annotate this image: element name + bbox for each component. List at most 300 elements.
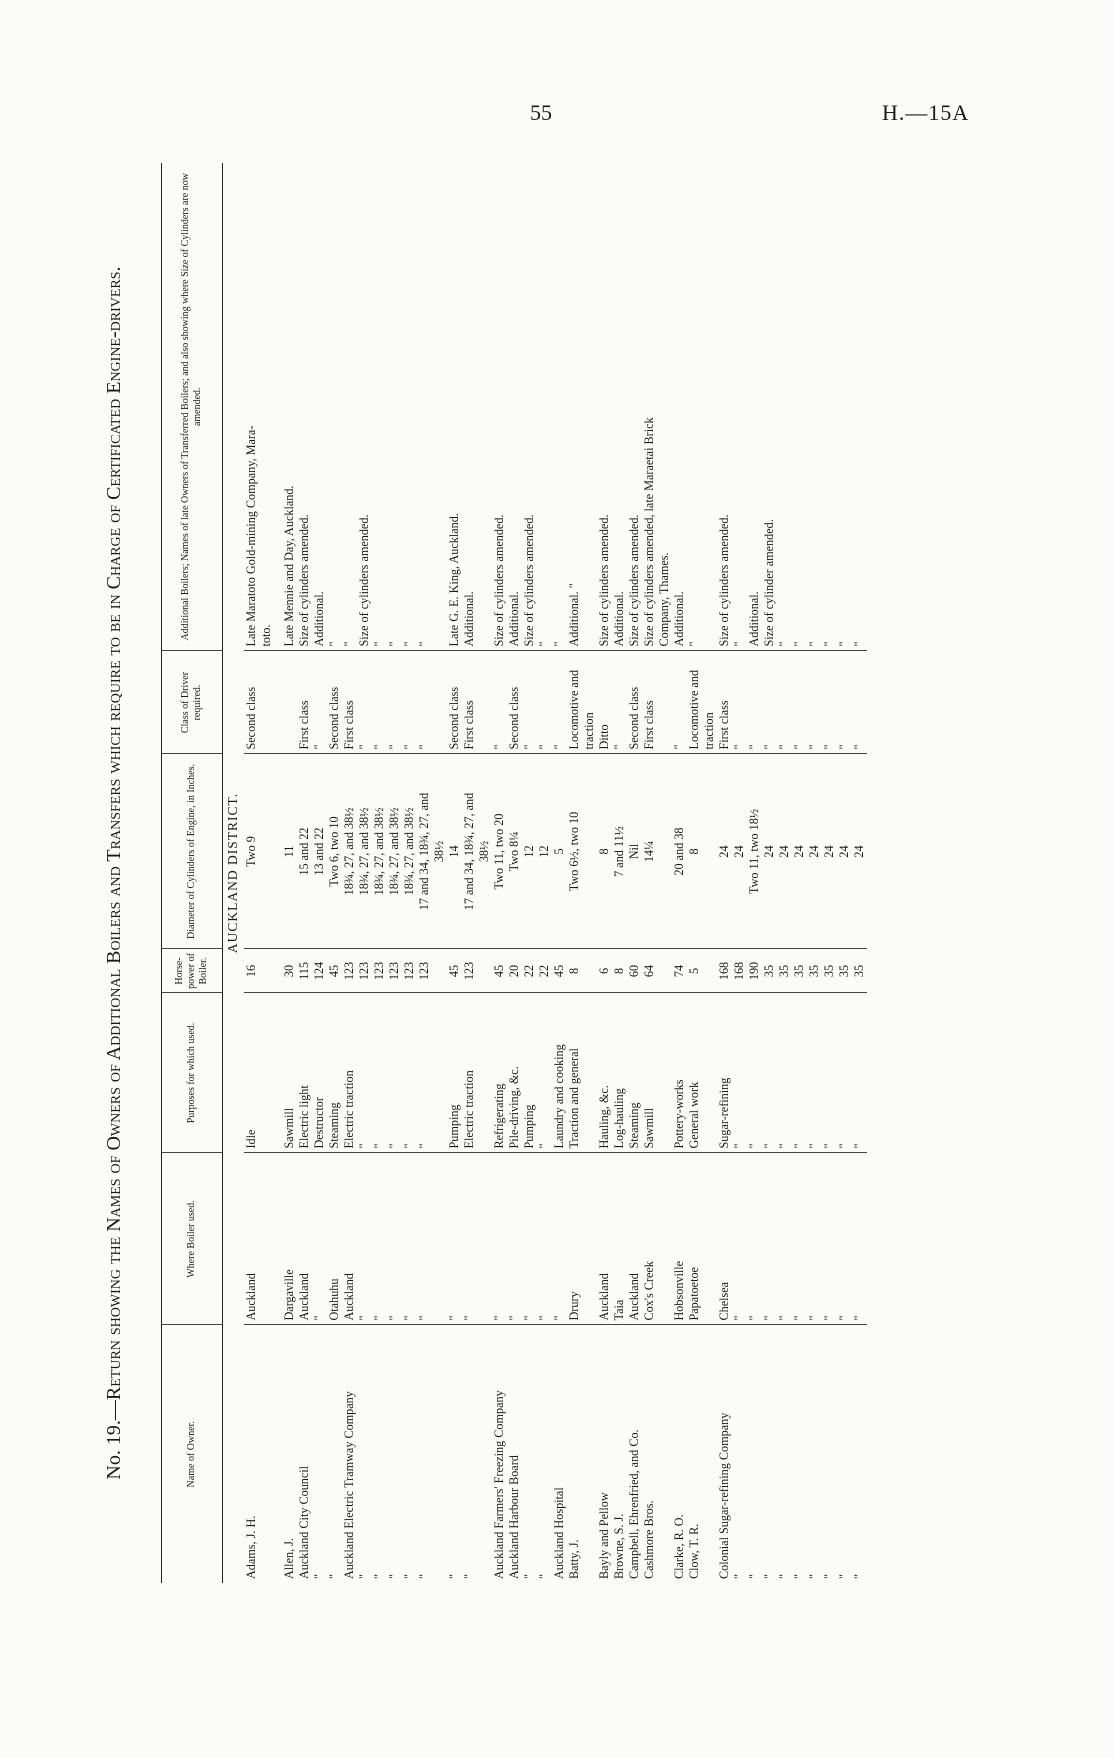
- owner-cell: ": [447, 1574, 461, 1579]
- table-row: [402, 163, 417, 1583]
- owner-cell: Auckland Farmers' Freezing Company: [492, 1390, 506, 1579]
- horse-power-cell: 123: [462, 949, 477, 993]
- where-cell: ": [747, 1153, 762, 1325]
- purpose-cell: Electric light: [297, 993, 312, 1153]
- cylinders-cell: 24: [792, 754, 807, 949]
- header-where: Where Boiler used.: [162, 1153, 223, 1325]
- purpose-cell: ": [777, 993, 792, 1153]
- spacer-cell: [274, 163, 282, 651]
- purpose-cell: ": [372, 993, 387, 1153]
- purpose-cell: ": [732, 993, 747, 1153]
- where-cell: [432, 1153, 447, 1325]
- cylinders-cell: 38½: [432, 754, 447, 949]
- horse-power-cell: 35: [852, 949, 867, 993]
- where-cell: [582, 1153, 597, 1325]
- horse-power-cell: 124: [312, 949, 327, 993]
- spacer-cell: [274, 1153, 282, 1325]
- horse-power-cell: 22: [522, 949, 537, 993]
- horse-power-cell: 16: [244, 949, 259, 993]
- cylinders-cell: 18¾, 27, and 38½: [372, 754, 387, 949]
- purpose-cell: ": [852, 993, 867, 1153]
- purpose-cell: [259, 993, 274, 1153]
- driver-class-cell: ": [537, 651, 552, 754]
- driver-class-cell: [657, 651, 672, 754]
- remarks-cell: [582, 163, 597, 651]
- table-row: [657, 163, 672, 1583]
- driver-class-cell: Second class: [447, 651, 462, 754]
- owner-cell: [477, 1325, 492, 1583]
- purpose-cell: [582, 993, 597, 1153]
- owner-cell: Colonial Sugar-refining Company: [717, 1412, 731, 1579]
- remarks-cell: Additional.: [462, 163, 477, 651]
- owner-cell: [259, 1325, 274, 1583]
- table-body: [223, 163, 868, 1583]
- owner-cell: ": [822, 1574, 836, 1579]
- table-row: [462, 163, 477, 1583]
- where-cell: ": [507, 1153, 522, 1325]
- purpose-cell: [657, 993, 672, 1153]
- cylinders-cell: [702, 754, 717, 949]
- cylinders-cell: 24: [762, 754, 777, 949]
- purpose-cell: ": [762, 993, 777, 1153]
- where-cell: ": [792, 1153, 807, 1325]
- driver-class-cell: ": [402, 651, 417, 754]
- purpose-cell: [432, 993, 447, 1153]
- driver-class-cell: ": [552, 651, 567, 754]
- where-cell: [702, 1153, 717, 1325]
- purpose-cell: Pottery-works: [672, 993, 687, 1153]
- cylinders-cell: 24: [837, 754, 852, 949]
- purpose-cell: Steaming: [327, 993, 342, 1153]
- horse-power-cell: 64: [642, 949, 657, 993]
- cylinders-cell: 7 and 11½: [612, 754, 627, 949]
- owner-cell: ": [417, 1574, 431, 1579]
- cylinders-cell: Two 6, two 10: [327, 754, 342, 949]
- table-row: [312, 163, 327, 1583]
- table-row: [762, 163, 777, 1583]
- cylinders-cell: Nil: [627, 754, 642, 949]
- horse-power-cell: 123: [402, 949, 417, 993]
- remarks-cell: ": [552, 163, 567, 651]
- purpose-cell: Sugar-refining: [717, 993, 732, 1153]
- cylinders-cell: 8: [687, 754, 702, 949]
- purpose-cell: Refrigerating: [492, 993, 507, 1153]
- horse-power-cell: 5: [687, 949, 702, 993]
- cylinders-cell: 24: [852, 754, 867, 949]
- where-cell: Auckland: [342, 1153, 357, 1325]
- purpose-cell: Sawmill: [282, 993, 297, 1153]
- driver-class-cell: traction: [582, 651, 597, 754]
- table-row: [837, 163, 852, 1583]
- horse-power-cell: 8: [612, 949, 627, 993]
- owner-cell: [657, 1325, 672, 1583]
- horse-power-cell: 123: [357, 949, 372, 993]
- owner-cell: ": [327, 1574, 341, 1579]
- purpose-cell: Pumping: [447, 993, 462, 1153]
- cylinders-cell: 18¾, 27, and 38½: [357, 754, 372, 949]
- title-text: Return showing the Names of Owners of Additional Boilers and Transfers which require to be in Charge of Certificated Engine-drivers.: [103, 266, 125, 1401]
- remarks-cell: Size of cylinders amended.: [627, 163, 642, 651]
- purpose-cell: ": [807, 993, 822, 1153]
- table-row: [702, 163, 717, 1583]
- table-row: [507, 163, 522, 1583]
- remarks-cell: [477, 163, 492, 651]
- cylinders-cell: Two 11, two 18½: [747, 754, 762, 949]
- cylinders-cell: 12: [537, 754, 552, 949]
- horse-power-cell: 168: [717, 949, 732, 993]
- cylinders-cell: Two 9: [244, 754, 259, 949]
- horse-power-cell: 115: [297, 949, 312, 993]
- document-code: H.—15A: [882, 100, 970, 125]
- purpose-cell: ": [537, 993, 552, 1153]
- cylinders-cell: 24: [717, 754, 732, 949]
- driver-class-cell: ": [387, 651, 402, 754]
- purpose-cell: Log-hauling: [612, 993, 627, 1153]
- table-row: [582, 163, 597, 1583]
- where-cell: ": [732, 1153, 747, 1325]
- where-cell: Auckland: [597, 1153, 612, 1325]
- header-purpose: Purposes for which used.: [162, 993, 223, 1153]
- table-row: [259, 163, 274, 1583]
- remarks-cell: toto.: [259, 163, 274, 651]
- where-cell: ": [522, 1153, 537, 1325]
- horse-power-cell: 123: [387, 949, 402, 993]
- owner-cell: ": [732, 1574, 746, 1579]
- owner-cell: [582, 1325, 597, 1583]
- remarks-cell: Size of cylinders amended, late Maraetai Brick: [642, 163, 657, 651]
- driver-class-cell: Locomotive and: [687, 651, 702, 754]
- horse-power-cell: [477, 949, 492, 993]
- spacer-cell: [274, 754, 282, 949]
- horse-power-cell: 20: [507, 949, 522, 993]
- cylinders-cell: 20 and 38: [672, 754, 687, 949]
- district-heading: AUCKLAND DISTRICT.: [225, 792, 240, 954]
- table-row: [567, 163, 582, 1583]
- table-row: [717, 163, 732, 1583]
- owner-cell: ": [357, 1574, 371, 1579]
- owner-cell: ": [522, 1574, 536, 1579]
- table-row: [552, 163, 567, 1583]
- purpose-cell: Pumping: [522, 993, 537, 1153]
- horse-power-cell: 35: [792, 949, 807, 993]
- purpose-cell: Pile-driving, &c.: [507, 993, 522, 1153]
- table-row: [297, 163, 312, 1583]
- owner-cell: Adams, J. H.: [244, 1515, 258, 1579]
- remarks-cell: Additional.: [507, 163, 522, 651]
- cylinders-cell: 12: [522, 754, 537, 949]
- remarks-cell: Company, Thames.: [657, 163, 672, 651]
- driver-class-cell: Locomotive and: [567, 651, 582, 754]
- where-cell: ": [537, 1153, 552, 1325]
- where-cell: ": [552, 1153, 567, 1325]
- owner-cell: ": [852, 1574, 866, 1579]
- table-row: [282, 163, 297, 1583]
- horse-power-cell: 35: [837, 949, 852, 993]
- table-row: [372, 163, 387, 1583]
- driver-class-cell: ": [762, 651, 777, 754]
- owner-cell: ": [837, 1574, 851, 1579]
- cylinders-cell: 18¾, 27, and 38½: [342, 754, 357, 949]
- cylinders-cell: 24: [822, 754, 837, 949]
- purpose-cell: ": [822, 993, 837, 1153]
- where-cell: ": [852, 1153, 867, 1325]
- spacer-cell: [274, 651, 282, 754]
- cylinders-cell: Two 8¼: [507, 754, 522, 949]
- where-cell: ": [822, 1153, 837, 1325]
- horse-power-cell: 168: [732, 949, 747, 993]
- purpose-cell: ": [837, 993, 852, 1153]
- cylinders-cell: 38½: [477, 754, 492, 949]
- purpose-cell: ": [357, 993, 372, 1153]
- owner-cell: [702, 1325, 717, 1583]
- horse-power-cell: 45: [492, 949, 507, 993]
- owner-cell: Cashmore Bros.: [642, 1500, 656, 1579]
- remarks-cell: Late G. E. King, Auckland.: [447, 163, 462, 651]
- driver-class-cell: First class: [297, 651, 312, 754]
- driver-class-cell: ": [807, 651, 822, 754]
- remarks-cell: ": [852, 163, 867, 651]
- cylinders-cell: 18¾, 27, and 38½: [387, 754, 402, 949]
- driver-class-cell: [477, 651, 492, 754]
- remarks-cell: ": [327, 163, 342, 651]
- remarks-cell: ": [342, 163, 357, 651]
- horse-power-cell: [582, 949, 597, 993]
- remarks-cell: Additional. ": [567, 163, 582, 651]
- table-row: [687, 163, 702, 1583]
- table-row: [777, 163, 792, 1583]
- where-cell: Chelsea: [717, 1153, 732, 1325]
- purpose-cell: ": [402, 993, 417, 1153]
- cylinders-cell: Two 11, two 20: [492, 754, 507, 949]
- driver-class-cell: ": [357, 651, 372, 754]
- driver-class-cell: ": [822, 651, 837, 754]
- horse-power-cell: 22: [537, 949, 552, 993]
- where-cell: Auckland: [627, 1153, 642, 1325]
- table-row: [852, 163, 867, 1583]
- remarks-cell: Additional.: [672, 163, 687, 651]
- remarks-cell: ": [402, 163, 417, 651]
- table-row: [244, 163, 259, 1583]
- driver-class-cell: traction: [702, 651, 717, 754]
- where-cell: Auckland: [297, 1153, 312, 1325]
- purpose-cell: ": [747, 993, 762, 1153]
- driver-class-cell: ": [522, 651, 537, 754]
- title-prefix: No. 19.—: [103, 1400, 125, 1480]
- purpose-cell: Sawmill: [642, 993, 657, 1153]
- purpose-cell: Destructor: [312, 993, 327, 1153]
- remarks-cell: ": [732, 163, 747, 651]
- owner-cell: Browne, S. J.: [612, 1513, 626, 1579]
- where-cell: Drury: [567, 1153, 582, 1325]
- table-row: [597, 163, 612, 1583]
- where-cell: [477, 1153, 492, 1325]
- owner-cell: ": [807, 1574, 821, 1579]
- owner-cell: Clow, T. R.: [687, 1523, 701, 1579]
- horse-power-cell: 8: [567, 949, 582, 993]
- horse-power-cell: 123: [372, 949, 387, 993]
- table-row: [537, 163, 552, 1583]
- purpose-cell: Idle: [244, 993, 259, 1153]
- table-row: [627, 163, 642, 1583]
- table-row: [327, 163, 342, 1583]
- cylinders-cell: 13 and 22: [312, 754, 327, 949]
- table-row: [732, 163, 747, 1583]
- table-row: [342, 163, 357, 1583]
- remarks-cell: Size of cylinders amended.: [297, 163, 312, 651]
- where-cell: Hobsonville: [672, 1153, 687, 1325]
- owner-cell: [432, 1325, 447, 1583]
- cylinders-cell: [582, 754, 597, 949]
- remarks-cell: Size of cylinder amended.: [762, 163, 777, 651]
- cylinders-cell: 17 and 34, 18¾, 27, and: [417, 754, 432, 949]
- header-horse-power: Horse-power of Boiler.: [162, 949, 223, 993]
- horse-power-cell: 45: [552, 949, 567, 993]
- cylinders-cell: 5: [552, 754, 567, 949]
- cylinders-cell: 8: [597, 754, 612, 949]
- horse-power-cell: 123: [342, 949, 357, 993]
- cylinders-cell: 17 and 34, 18¾, 27, and: [462, 754, 477, 949]
- owner-cell: Allen, J.: [282, 1538, 296, 1579]
- remarks-cell: Additional.: [747, 163, 762, 651]
- horse-power-cell: 30: [282, 949, 297, 993]
- spacer-cell: [274, 949, 282, 993]
- purpose-cell: ": [417, 993, 432, 1153]
- purpose-cell: [477, 993, 492, 1153]
- header-driver-class: Class of Driver required.: [162, 651, 223, 754]
- driver-class-cell: ": [732, 651, 747, 754]
- remarks-cell: ": [687, 163, 702, 651]
- owner-cell: Clarke, R. O.: [672, 1514, 686, 1579]
- driver-class-cell: ": [852, 651, 867, 754]
- district-row: [223, 163, 245, 1583]
- driver-class-cell: First class: [642, 651, 657, 754]
- remarks-cell: ": [822, 163, 837, 651]
- header-owner: Name of Owner.: [162, 1325, 223, 1583]
- cylinders-cell: 15 and 22: [297, 754, 312, 949]
- horse-power-cell: 35: [777, 949, 792, 993]
- owner-cell: ": [537, 1574, 551, 1579]
- remarks-cell: Additional.: [312, 163, 327, 651]
- purpose-cell: ": [387, 993, 402, 1153]
- owner-cell: ": [462, 1574, 476, 1579]
- table-row: [807, 163, 822, 1583]
- purpose-cell: ": [792, 993, 807, 1153]
- purpose-cell: Electric traction: [462, 993, 477, 1153]
- horse-power-cell: 35: [807, 949, 822, 993]
- driver-class-cell: Second class: [627, 651, 642, 754]
- table-row: [447, 163, 462, 1583]
- rotated-page-content: [103, 163, 963, 1583]
- where-cell: ": [417, 1153, 432, 1325]
- where-cell: Otahuhu: [327, 1153, 342, 1325]
- cylinders-cell: Two 6½, two 10: [567, 754, 582, 949]
- owner-cell: ": [312, 1574, 326, 1579]
- where-cell: ": [372, 1153, 387, 1325]
- horse-power-cell: 123: [417, 949, 432, 993]
- purpose-cell: Steaming: [627, 993, 642, 1153]
- driver-class-cell: First class: [717, 651, 732, 754]
- remarks-cell: Size of cylinders amended.: [522, 163, 537, 651]
- remarks-cell: Size of cylinders amended.: [717, 163, 732, 651]
- owner-cell: Bayly and Pellow: [597, 1492, 611, 1579]
- table-row: [417, 163, 432, 1583]
- purpose-cell: Electric traction: [342, 993, 357, 1153]
- horse-power-cell: 190: [747, 949, 762, 993]
- remarks-cell: ": [417, 163, 432, 651]
- table-row: [387, 163, 402, 1583]
- where-cell: ": [777, 1153, 792, 1325]
- horse-power-cell: 45: [447, 949, 462, 993]
- where-cell: ": [312, 1153, 327, 1325]
- driver-class-cell: ": [837, 651, 852, 754]
- table-row: [822, 163, 837, 1583]
- owner-cell: ": [372, 1574, 386, 1579]
- remarks-cell: ": [387, 163, 402, 651]
- remarks-cell: Size of cylinders amended.: [492, 163, 507, 651]
- driver-class-cell: ": [312, 651, 327, 754]
- table-row: [672, 163, 687, 1583]
- remarks-cell: Late Maratoto Gold-mining Company, Mara-: [244, 163, 259, 651]
- table-row: [522, 163, 537, 1583]
- owner-cell: ": [387, 1574, 401, 1579]
- horse-power-cell: [702, 949, 717, 993]
- owner-cell: Auckland Electric Tramway Company: [342, 1391, 356, 1579]
- owner-cell: Batty, J.: [567, 1539, 581, 1579]
- where-cell: ": [492, 1153, 507, 1325]
- remarks-cell: ": [837, 163, 852, 651]
- remarks-cell: ": [537, 163, 552, 651]
- purpose-cell: Traction and general: [567, 993, 582, 1153]
- driver-class-cell: ": [372, 651, 387, 754]
- driver-class-cell: First class: [462, 651, 477, 754]
- where-cell: Papatoetoe: [687, 1153, 702, 1325]
- where-cell: ": [357, 1153, 372, 1325]
- remarks-cell: Size of cylinders amended.: [357, 163, 372, 651]
- where-cell: [657, 1153, 672, 1325]
- cylinders-cell: 14¼: [642, 754, 657, 949]
- table-row: [432, 163, 447, 1583]
- owner-cell: Auckland Harbour Board: [507, 1455, 521, 1579]
- remarks-cell: Additional.: [612, 163, 627, 651]
- purpose-cell: Laundry and cooking: [552, 993, 567, 1153]
- where-cell: [259, 1153, 274, 1325]
- driver-class-cell: Ditto: [597, 651, 612, 754]
- owner-cell: ": [777, 1574, 791, 1579]
- horse-power-cell: 60: [627, 949, 642, 993]
- where-cell: ": [462, 1153, 477, 1325]
- cylinders-cell: 24: [777, 754, 792, 949]
- remarks-cell: [432, 163, 447, 651]
- horse-power-cell: [259, 949, 274, 993]
- remarks-cell: ": [792, 163, 807, 651]
- driver-class-cell: [259, 651, 274, 754]
- spacer-row: [274, 163, 282, 1583]
- driver-class-cell: ": [792, 651, 807, 754]
- table-title: [103, 163, 143, 1583]
- horse-power-cell: 74: [672, 949, 687, 993]
- driver-class-cell: ": [612, 651, 627, 754]
- owner-cell: Campbell, Ehrenfried, and Co.: [627, 1429, 641, 1579]
- horse-power-cell: 45: [327, 949, 342, 993]
- header-remarks: Additional Boilers; Names of late Owners of Transferred Boilers; and also showing where Size of Cylinders are now amended.: [162, 163, 223, 651]
- where-cell: Taia: [612, 1153, 627, 1325]
- table-row: [492, 163, 507, 1583]
- driver-class-cell: [432, 651, 447, 754]
- spacer-cell: [274, 993, 282, 1153]
- horse-power-cell: [657, 949, 672, 993]
- owner-cell: ": [762, 1574, 776, 1579]
- where-cell: Auckland: [244, 1153, 259, 1325]
